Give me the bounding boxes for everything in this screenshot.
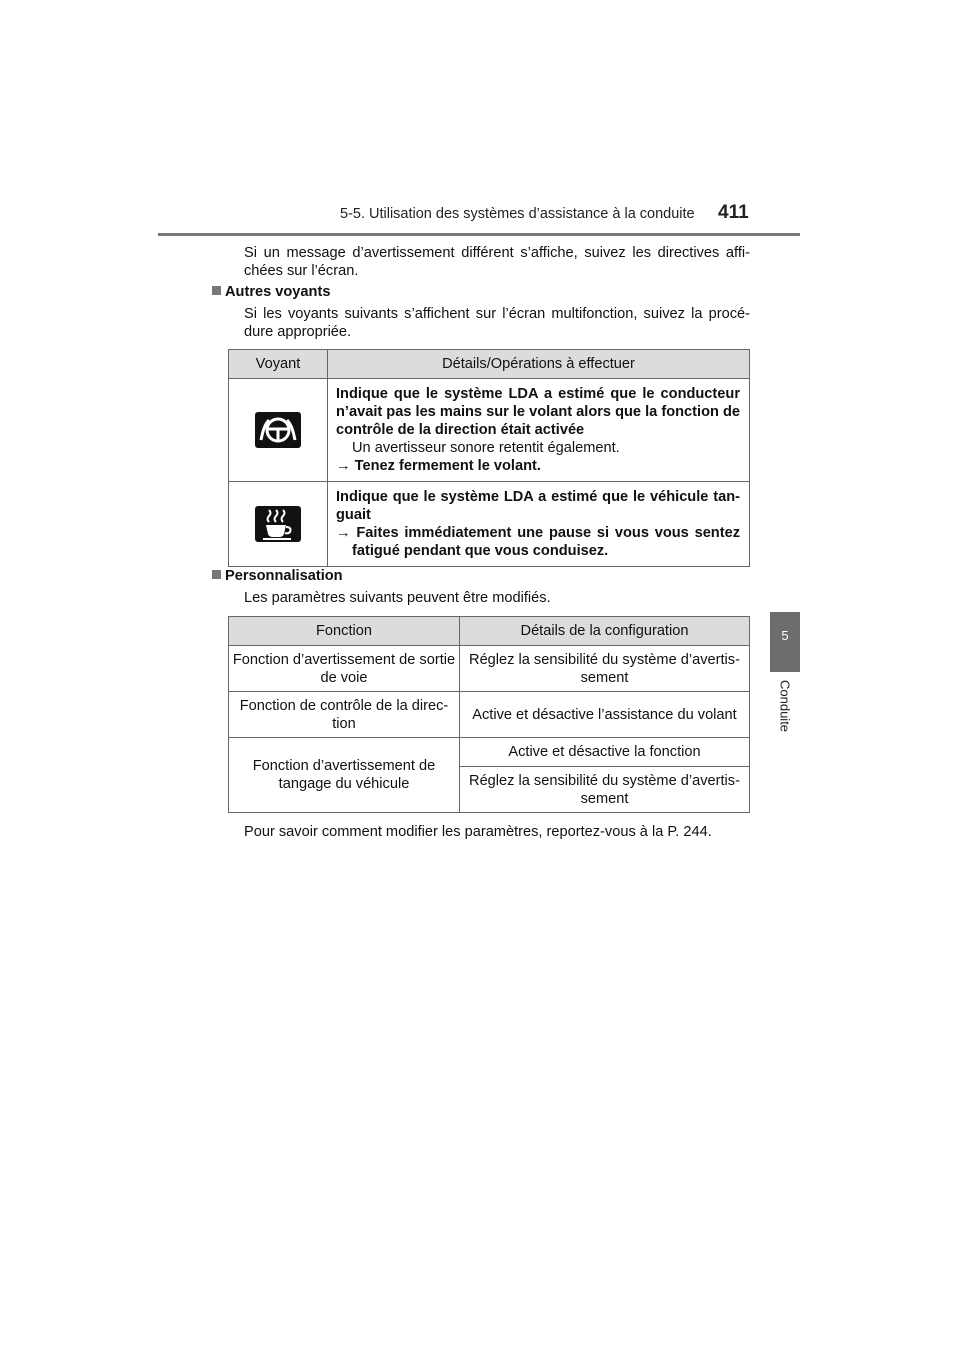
page-number: 411	[718, 202, 749, 223]
table-row	[229, 482, 750, 567]
bullet-square-icon	[212, 286, 221, 295]
table-cell: Fonction de contrôle de la direc-tion	[229, 692, 460, 738]
hands-off-steering-wheel-icon	[255, 412, 301, 448]
autres-voyants-text: Si les voyants suivants s’affichent sur l’écran multifonction, suivez la procé-dure appropriée.	[244, 306, 750, 340]
warning-description: Indique que le système LDA a estimé que le véhicule tan-guait	[336, 489, 740, 523]
table-cell: Active et désactive l’assistance du volant	[460, 692, 750, 738]
footer-paragraph: Pour savoir comment modifier les paramètres, reportez-vous à la P. 244.	[244, 824, 712, 840]
table-cell	[328, 379, 750, 482]
warning-action: → Faites immédiatement une pause si vous vous sentez fatigué pendant que vous conduisez.	[336, 525, 740, 559]
header-rule	[158, 233, 800, 236]
warning-description: Indique que le système LDA a estimé que le conducteur n’avait pas les mains sur le volant alors que la fonction de contrôle de la direction était activée	[336, 386, 740, 438]
table-row	[229, 738, 750, 767]
table-row	[229, 379, 750, 482]
table-header: Détails/Opérations à effectuer	[328, 350, 750, 379]
intro-paragraph: Si un message d’avertissement différent s’affiche, suivez les directives affi-chées sur l’écran.	[244, 245, 750, 279]
table-row	[229, 646, 750, 692]
chapter-number: 5	[781, 628, 789, 643]
indicator-table	[228, 349, 750, 567]
section-title: 5-5. Utilisation des systèmes d’assistance à la conduite	[340, 206, 695, 222]
table-header: Détails de la configuration	[460, 617, 750, 646]
table-cell: Active et désactive la fonction	[460, 738, 750, 767]
personnalisation-heading: Personnalisation	[212, 568, 343, 584]
table-cell: Réglez la sensibilité du système d’avertis-sement	[460, 767, 750, 813]
table-cell: Fonction d’avertissement de sortie de voie	[229, 646, 460, 692]
table-header: Fonction	[229, 617, 460, 646]
settings-table	[228, 616, 750, 813]
table-cell	[328, 482, 750, 567]
coffee-cup-icon	[255, 506, 301, 542]
table-cell: Réglez la sensibilité du système d’avertis-sement	[460, 646, 750, 692]
table-cell: Fonction d’avertissement de tangage du véhicule	[229, 738, 460, 813]
warning-note: Un avertisseur sonore retentit également.	[352, 440, 620, 456]
autres-voyants-heading: Autres voyants	[212, 284, 330, 300]
bullet-square-icon	[212, 570, 221, 579]
arrow-right-icon: →	[336, 458, 355, 474]
arrow-right-icon: →	[336, 525, 357, 541]
personnalisation-text: Les paramètres suivants peuvent être modifiés.	[244, 590, 551, 606]
table-row	[229, 692, 750, 738]
table-cell	[229, 379, 328, 482]
chapter-label: Conduite	[777, 680, 793, 733]
table-cell	[229, 482, 328, 567]
warning-action: → Tenez fermement le volant.	[336, 458, 541, 474]
table-header: Voyant	[229, 350, 328, 379]
